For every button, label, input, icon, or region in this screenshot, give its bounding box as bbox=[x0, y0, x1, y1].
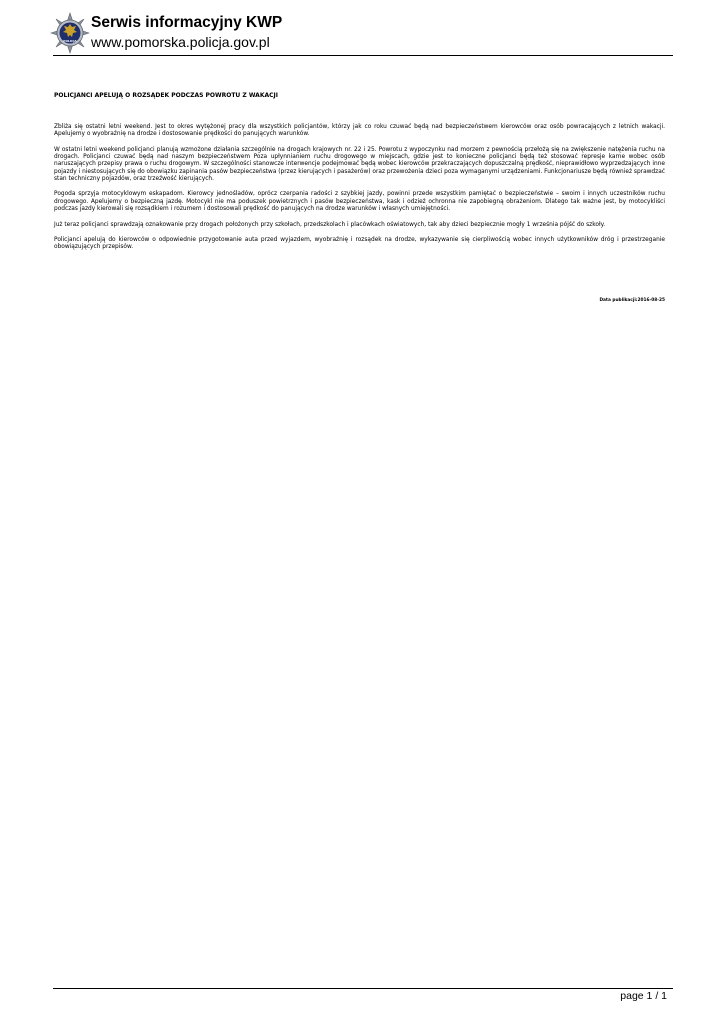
publication-date: Data publikacji:2016-08-25 bbox=[599, 298, 665, 303]
article-body bbox=[54, 92, 665, 260]
article-title: POLICJANCI APELUJĄ O ROZSĄDEK PODCZAS POWROTU Z WAKACJI bbox=[54, 92, 278, 99]
page-number: page 1 / 1 bbox=[620, 990, 667, 1002]
article-paragraph: Pogoda sprzyja motocyklowym eskapadom. Kierowcy jednośladów, oprócz czerpania radości z szybkiej jazdy, powinni przede wszystkim pamiętać o bezpieczeństwie – swoim i innych uczestników ruchu drogowego. Apelujemy o bezpieczną jazdę. Motocykl nie ma poduszek powietrznych i pasów bezpieczeństwa, kask i odzież ochronna nie zapobiegną obrażeniom. Dlatego tak ważne jest, by motocykliści podczas jazdy kierowali się rozsądkiem i rozumem i dostosowali prędkość do panujących na drodze warunków i własnych umiejętności. bbox=[54, 191, 665, 212]
site-url[interactable]: www.pomorska.policja.gov.pl bbox=[91, 34, 270, 50]
header-divider bbox=[53, 55, 673, 56]
article-paragraph: W ostatni letni weekend policjanci planują wzmożone działania szczególnie na drogach krajowych nr. 22 i 25. Powrotu z wypoczynku nad morzem z pewnością przełożą się na zwiększenie natężenia ruchu na drogach. Policjanci czuwać będą nad naszym bezpieczeństwem Poza upłynnianiem ruchu drogowego w miejscach, gdzie jest to konieczne policjanci będą też stosować represje karne wobec osób naruszających przepisy prawa o ruchu drogowym. W szczególności stanowcze interwencje podejmować będą wobec kierowców przekraczających dopuszczalną prędkość, nieprawidłowo wyprzedzających inne pojazdy i niestosujących się do obowiązku zapinania pasów bezpieczeństwa (przez kierujących i pasażerów) oraz przewożenia dzieci poza wymaganymi urządzeniami. Funkcjonariusze będą również sprawdzać stan techniczny pojazdów, oraz trzeźwość kierujących. bbox=[54, 146, 665, 182]
article-paragraph: Policjanci apelują do kierowców o odpowiednie przygotowanie auta przed wyjazdem, wyobraźnię i rozsądek na drodze, wykazywanie się cierpliwością wobec innych użytkowników dróg i przestrzeganie obowiązujących przepisów. bbox=[54, 237, 665, 251]
logo-text: POLICJA bbox=[63, 39, 77, 43]
footer-divider bbox=[53, 988, 673, 989]
article-paragraph: Już teraz policjanci sprawdzają oznakowanie przy drogach położonych przy szkołach, przedszkolach i placówkach oświatowych, tak aby dzieci bezpiecznie mogły 1 września pójść do szkoły. bbox=[54, 221, 606, 228]
page-header bbox=[50, 12, 673, 56]
site-title: Serwis informacyjny KWP bbox=[91, 14, 283, 31]
article-paragraph: Zbliża się ostatni letni weekend. Jest to okres wytężonej pracy dla wszystkich policjantów, którzy jak co roku czuwać będą nad bezpieczeństwem kierowców oraz osób powracających z letnich wakacji. Apelujemy o wyobraźnię na drodze i dostosowanie prędkości do panujących warunków. bbox=[54, 124, 665, 138]
police-star-logo bbox=[50, 12, 90, 54]
